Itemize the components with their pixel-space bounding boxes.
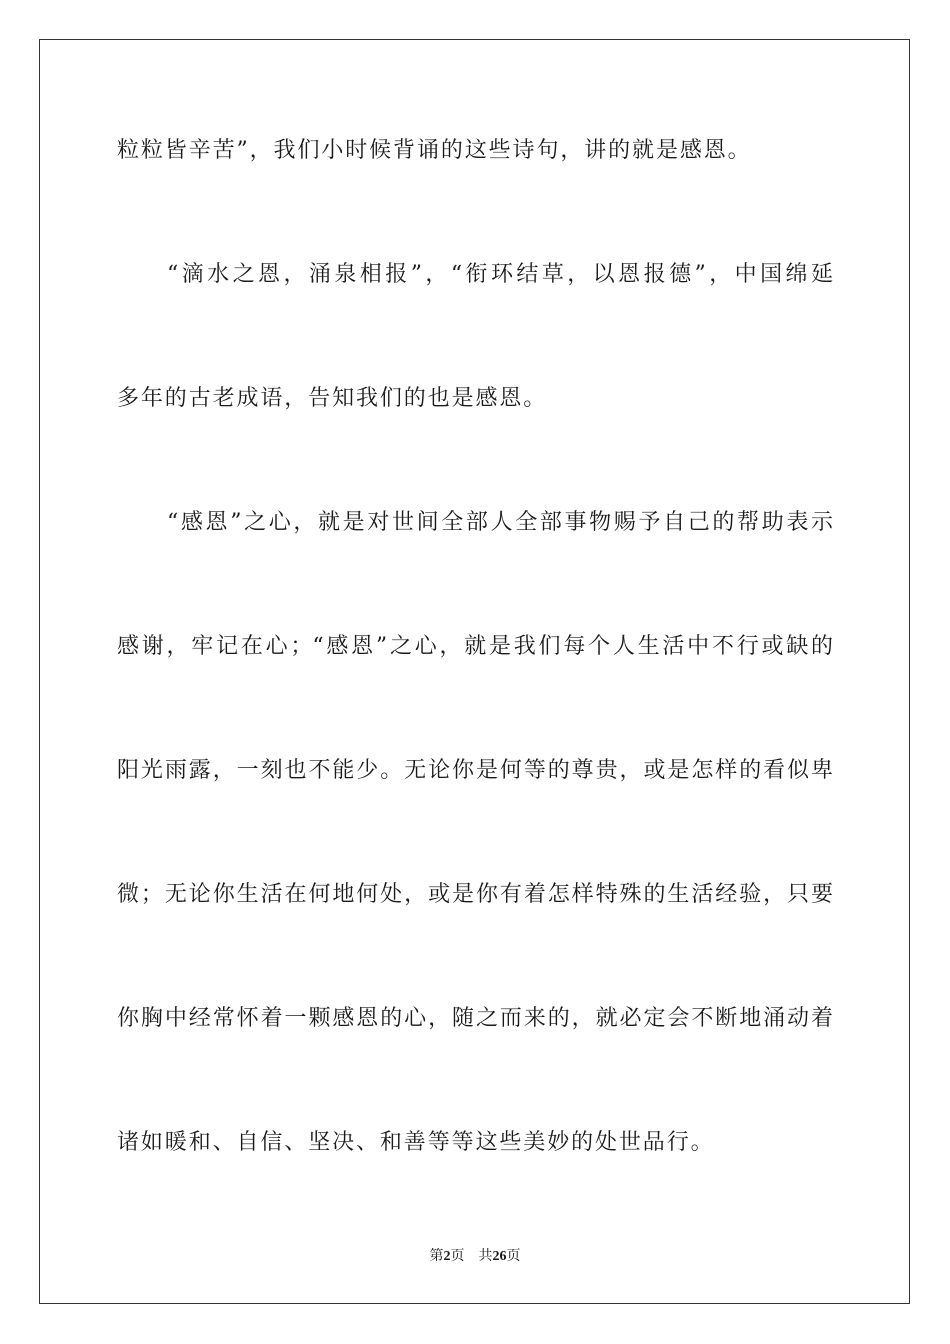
text-line-7: 微；无论你生活在何地何处，或是你有着怎样特殊的生活经验，只要 (117, 882, 833, 907)
text-line-3: 多年的古老成语，告知我们的也是感恩。 (117, 386, 548, 411)
total-prefix: 共 (478, 1248, 493, 1264)
page-number: 2 (443, 1249, 451, 1264)
text-line-5: 感谢，牢记在心；“感恩”之心，就是我们每个人生活中不行或缺的 (117, 634, 833, 659)
text-line-2: “滴水之恩，涌泉相报”，“衔环结草，以恩报德”，中国绵延 (167, 262, 833, 287)
text-line-4: “感恩”之心，就是对世间全部人全部事物赐予自己的帮助表示 (167, 510, 833, 535)
page-suffix: 页 (450, 1248, 465, 1264)
page-footer (0, 1247, 950, 1266)
page-prefix: 第 (429, 1248, 444, 1264)
total-pages: 26 (492, 1249, 507, 1264)
page-border (39, 39, 910, 1304)
text-line-9: 诸如暖和、自信、坚决、和善等等这些美妙的处世品行。 (117, 1130, 715, 1155)
text-line-1: 粒粒皆辛苦”，我们小时候背诵的这些诗句，讲的就是感恩。 (117, 138, 752, 163)
text-line-8: 你胸中经常怀着一颗感恩的心，随之而来的，就必定会不断地涌动着 (117, 1006, 833, 1031)
total-suffix: 页 (506, 1248, 521, 1264)
text-line-6: 阳光雨露，一刻也不能少。无论你是何等的尊贵，或是怎样的看似卑 (117, 758, 833, 783)
